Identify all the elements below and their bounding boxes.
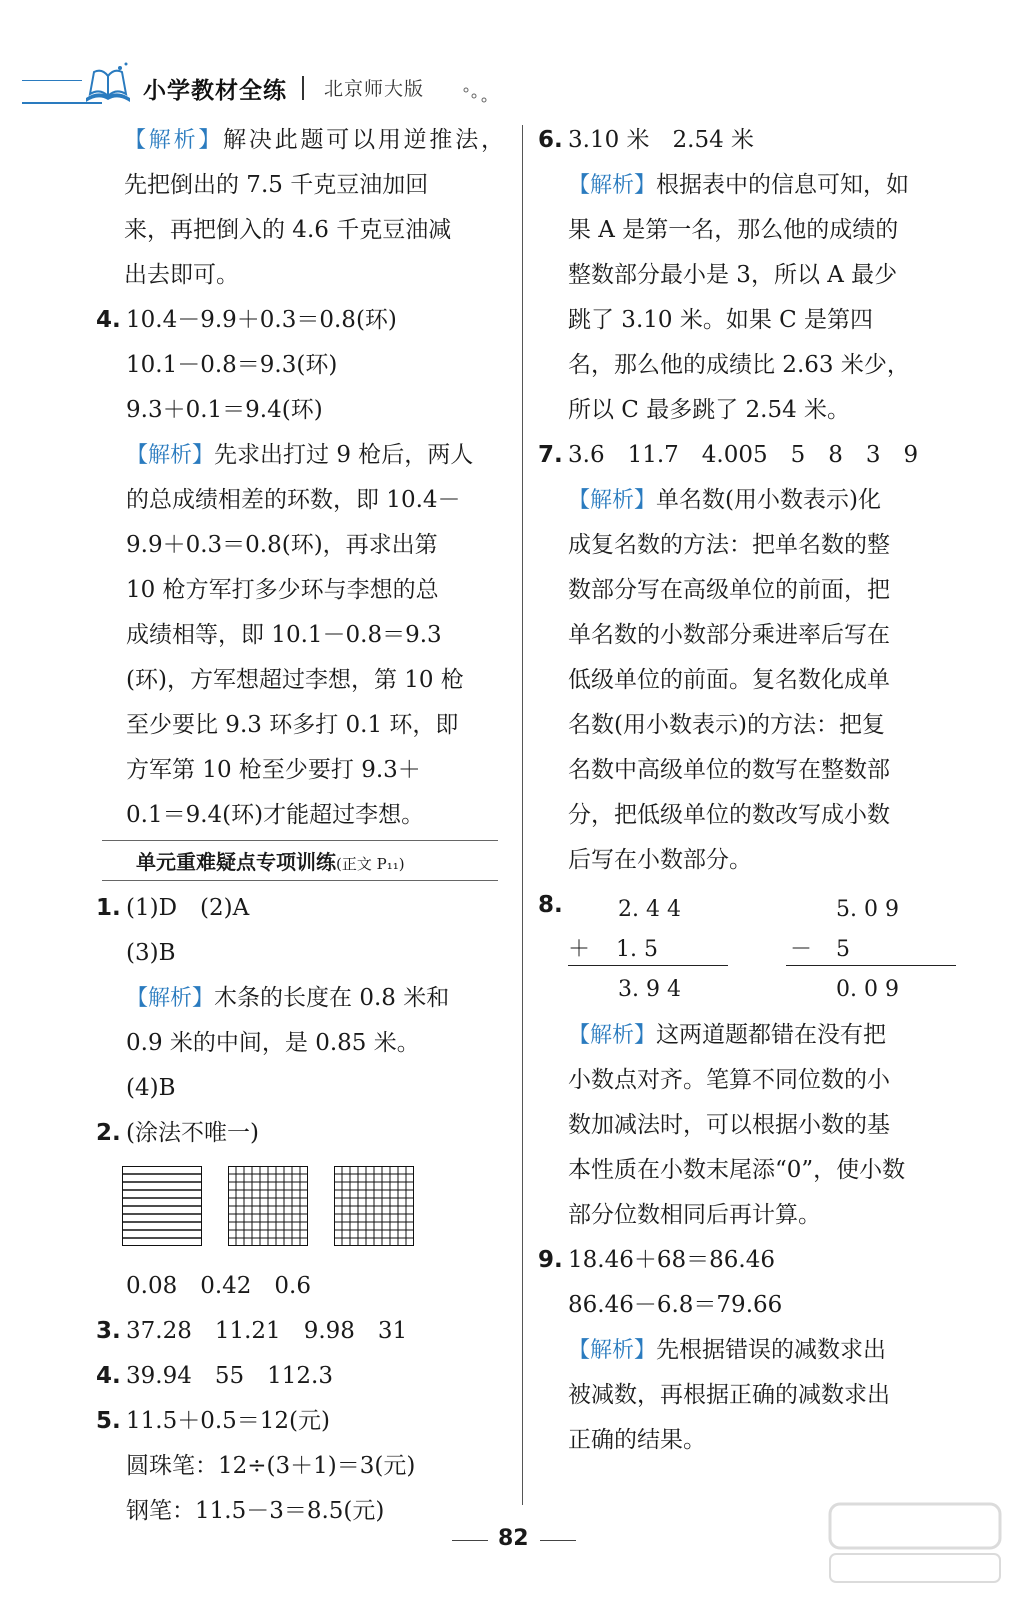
question-number: 2. <box>96 1120 121 1146</box>
book-logo-icon <box>80 60 136 108</box>
answer-1: 1. (1)D (2)A (3)B 【解析】木条的长度在 0.8 米和 0.9 米的中间，是 0.85 米。 (4)B <box>96 886 504 1111</box>
analysis-label: 【解析】 <box>568 1023 657 1048</box>
answer-5: 5. 11.5＋0.5＝12(元) 圆珠笔：12÷(3＋1)＝3(元) 钢笔：11.5－3＝8.5(元) <box>96 1399 504 1534</box>
question-number: 4. <box>96 307 121 333</box>
section-rule <box>102 880 498 881</box>
grid-strips-figure <box>122 1166 202 1246</box>
answer-6: 6. 3.10 米 2.54 米 【解析】根据表中的信息可知，如 果 A 是第一名，那么他的成绩的 整数部分最小是 3，所以 A 最少 跳了 3.10 米。如果 C 是第四 名，那么他的成绩比 2.63 米少， 所以 C 最多跳了 2.54 米。 <box>538 118 958 433</box>
grid-hundredths-figure <box>228 1166 308 1246</box>
analysis-label: 【解析】 <box>568 488 657 513</box>
question-number: 4. <box>96 1363 121 1389</box>
watermark-logo <box>820 1498 1010 1588</box>
calc2-subtrahend: 5 <box>836 937 850 962</box>
calc1-addend: 1. 5 <box>616 937 658 962</box>
footer-dash <box>452 1540 488 1541</box>
calc2-result: 0. 0 9 <box>836 977 899 1002</box>
question-number: 9. <box>538 1247 563 1273</box>
answer-4: 4. 10.4－9.9＋0.3＝0.8(环) 10.1－0.8＝9.3(环) 9.3＋0.1＝9.4(环) 【解析】先求出打过 9 枪后，两人 的总成绩相差的环数，即 10.4－ 9.9＋0.3＝0.8(环)，再求出第 10 枪方军打多少环与李想的总 成绩相等，即 10.1－0.8＝9.3 (环)，方军想超过李想，第 10 枪 至少要比 9.3 环多打 0.1 环，即 方军第 10 枪至少要打 9.3＋ 0.1＝9.4(环)才能超过李想。 <box>96 298 504 838</box>
shaded-grids <box>96 1156 504 1264</box>
calc2-top: 5. 0 9 <box>836 897 899 922</box>
question-number: 6. <box>538 127 563 153</box>
question-number: 1. <box>96 895 121 921</box>
footer-dash <box>540 1540 576 1541</box>
page-header <box>0 0 1021 112</box>
left-column <box>96 118 504 1534</box>
answer-7: 7. 3.6 11.7 4.005 5 8 3 9 【解析】单名数(用小数表示)化 成复名数的方法：把单名数的整 数部分写在高级单位的前面，把 单名数的小数部分乘进率后写在 低级单位的前面。复名数化成单 名数(用小数表示)的方法：把复 名数中高级单位的数写在整数部 分，把低级单位的数改写成小数 后写在小数部分。 <box>538 433 958 883</box>
answer-2: 2. (涂法不唯一) <box>96 1111 504 1156</box>
section-page-ref: (正文 P₁₁) <box>336 855 405 873</box>
analysis-label: 【解析】 <box>568 173 657 198</box>
page-number: 82 <box>498 1526 529 1551</box>
calc2-operator: － <box>790 937 813 962</box>
section-title: 单元重难疑点专项训练 <box>136 850 336 874</box>
book-title: 小学教材全练 <box>143 78 287 104</box>
analysis-label: 【解析】 <box>568 1338 657 1363</box>
question-number: 7. <box>538 442 563 468</box>
answer-3: 3. 37.28 11.21 9.98 31 <box>96 1309 504 1354</box>
question-number: 3. <box>96 1318 121 1344</box>
calc1-result: 3. 9 4 <box>618 977 681 1002</box>
header-separator <box>302 76 304 100</box>
calc1-top: 2. 4 4 <box>618 897 681 922</box>
answer-9: 9. 18.46＋68＝86.46 86.46－6.8＝79.66 【解析】先根据错误的减数求出 被减数，再根据正确的减数求出 正确的结果。 <box>538 1238 958 1463</box>
analysis-label: 【解析】 <box>126 443 215 468</box>
header-accent-line <box>22 80 82 81</box>
answer-4b: 4. 39.94 55 112.3 <box>96 1354 504 1399</box>
section-heading <box>96 840 504 884</box>
right-column <box>538 118 958 1463</box>
answer-2-values: 0.08 0.42 0.6 <box>126 1273 311 1299</box>
analysis-label: 【解析】 <box>124 128 224 153</box>
grid-hundredths-figure <box>334 1166 414 1246</box>
calc1-operator: ＋ <box>568 937 591 962</box>
question-number: 8. <box>538 892 563 918</box>
calc2-rule <box>786 965 956 966</box>
question-number: 5. <box>96 1408 121 1434</box>
decorative-dots-icon <box>462 86 492 104</box>
book-edition: 北京师大版 <box>324 78 425 100</box>
calc1-rule <box>568 965 728 966</box>
analysis-label: 【解析】 <box>126 986 215 1011</box>
column-divider <box>522 125 523 1505</box>
vertical-calculations <box>568 883 958 1013</box>
answer-3-analysis: 【解析】解决此题可以用逆推法， 先把倒出的 7.5 千克豆油加回 来，再把倒入的 4.6 千克豆油减 出去即可。 <box>124 127 504 288</box>
answer-8: 8. 2. 4 4 ＋ 1. 5 3. 9 4 5. 0 9 － 5 0. 0 9 【解析】这两道题都错在没有把 小数点对齐。笔算不同位数的小 数加减法时，可以根据小数的基 本性质在小数末尾添“0”，使小数 部分位数相同后再计算。 <box>538 883 958 1238</box>
